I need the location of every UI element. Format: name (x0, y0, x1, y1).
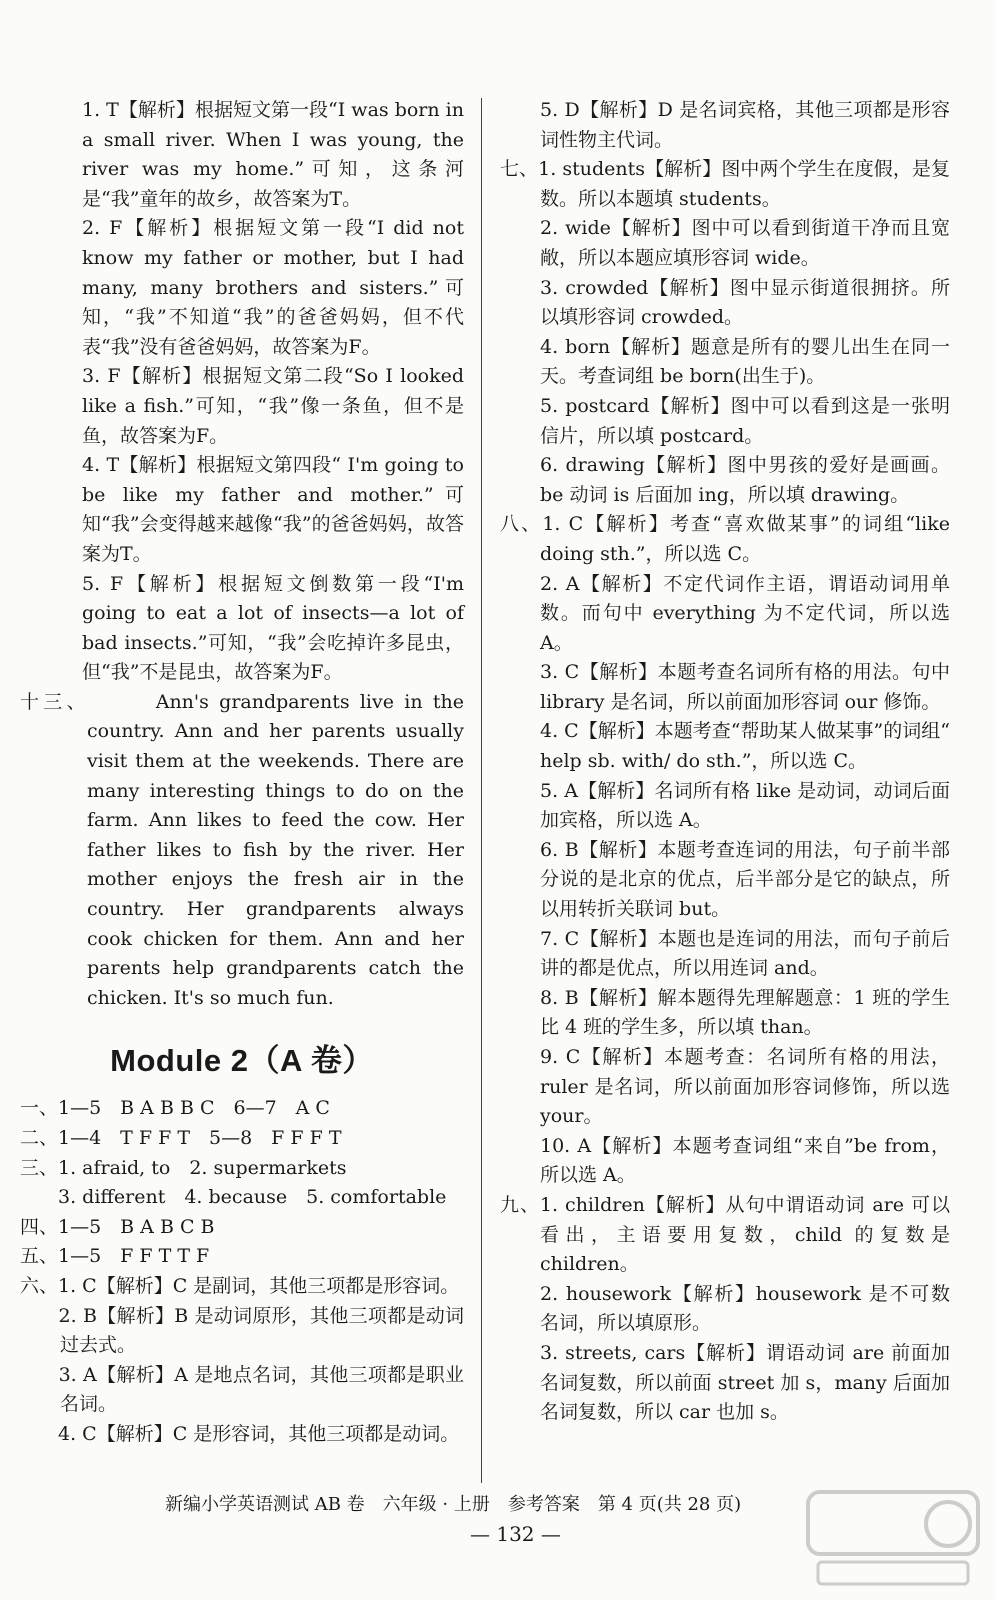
answer-item: 5. D【解析】D 是名词宾格，其他三项都是形容词性物主代词。 (540, 99, 950, 151)
answer-item: 八、1. C【解析】考查“喜欢做某事”的词组“like doing sth.”，所以选 C。 (500, 513, 950, 565)
page-number: — 132 — (470, 1522, 561, 1546)
answer-item: 7. C【解析】本题也是连词的用法，而句子前后讲的都是优点，所以用连词 and。 (540, 927, 950, 980)
footer-book-info: 新编小学英语测试 AB 卷 六年级 · 上册 参考答案 第 4 页(共 28 页) (165, 1494, 742, 1515)
passage-text: Ann's grandparents live in the country. Ann and her parents usually visit them at the weekends. There are many interesting things to do on the farm. Ann likes to feed the cow. Her father likes to fish by the river. Her mother enjoys the fresh air in the country. Her grandparents always cook chicken for them. Ann and her parents help grandparents catch the chicken. It's so much fun. (87, 690, 464, 1009)
answer-text: 4. T【解析】根据短文第四段“ I'm going to be like my father and mother.”可知“我”会变得越来越像“我”的爸爸妈妈，故答案为T。 (82, 454, 464, 565)
passage-section-13 (20, 688, 464, 1014)
answer-item: 2. housework【解析】housework 是不可数名词，所以填原形。 (540, 1282, 950, 1335)
answer-item: 3. C【解析】本题考查名词所有格的用法。句中 library 是名词，所以前面加形容词 our 修饰。 (540, 661, 950, 713)
answer-item: 3. crowded【解析】图中显示街道很拥挤。所以填形容词 crowded。 (540, 276, 950, 329)
answer-item: 10. A【解析】本题考查词组“来自”be from，所以选 A。 (540, 1134, 950, 1187)
section-label: 十三、 (20, 690, 90, 713)
watermark-logo-icon (798, 1482, 988, 1592)
answer-item: 8. B【解析】解本题得先理解题意：1 班的学生比 4 班的学生多，所以填 than。 (540, 986, 950, 1039)
answer-item: 5. A【解析】名词所有格 like 是动词，动词后面加宾格，所以选 A。 (540, 779, 950, 832)
answer-item: 5. postcard【解析】图中可以看到这是一张明信片，所以填 postcard。 (540, 394, 950, 447)
answer-row: 3. different 4. because 5. comfortable (20, 1186, 447, 1209)
answer-item: 6. B【解析】本题考查连词的用法，句子前半部分说的是北京的优点，后半部分是它的缺点，所以用转折关联词 but。 (540, 838, 950, 921)
answer-text: 5. F【解析】根据短文倒数第一段“I'm going to eat a lot of insects—a lot of bad insects.”可知，“我”会吃掉许多昆虫，但“我”不是昆虫，故答案为F。 (82, 572, 464, 684)
answer-item: 九、1. children【解析】从句中谓语动词 are 可以看出，主语要用复数，child 的复数是 children。 (500, 1193, 950, 1276)
answer-item: 2. B【解析】B 是动词原形，其他三项都是动词过去式。 (20, 1304, 464, 1357)
answer-item: 2. wide【解析】图中可以看到街道干净而且宽敞，所以本题应填形容词 wide。 (540, 217, 950, 269)
answer-text: 3. F【解析】根据短文第二段“So I looked like a fish.”可知，“我”像一条鱼，但不是鱼，故答案为F。 (82, 365, 464, 447)
answer-item (20, 570, 464, 688)
answer-item (20, 96, 464, 214)
answer-item: 6. drawing【解析】图中男孩的爱好是画画。be 动词 is 后面加 ing，所以填 drawing。 (540, 454, 950, 506)
answer-item (20, 362, 464, 451)
answer-item: 9. C【解析】本题考查：名词所有格的用法，ruler 是名词，所以前面加形容词修饰，所以选 your。 (540, 1046, 950, 1128)
answer-item: 4. C【解析】C 是形容词，其他三项都是动词。 (20, 1422, 460, 1445)
answer-item: 3. A【解析】A 是地点名词，其他三项都是职业名词。 (20, 1363, 464, 1416)
answer-item: 3. streets, cars【解析】谓语动词 are 前面加名词复数，所以前面 street 加 s，many 后面加名词复数，所以 car 也加 s。 (540, 1341, 950, 1424)
module-title: Module 2（A 卷） (110, 1043, 374, 1079)
answer-row: 五、1—5 F F T T F (20, 1245, 210, 1268)
answer-item: 4. born【解析】题意是所有的婴儿出生在同一天。考查词组 be born(出生于)。 (540, 335, 950, 388)
answer-row: 三、1. afraid, to 2. supermarkets (20, 1156, 347, 1179)
answer-item: 七、1. students【解析】图中两个学生在度假，是复数。所以本题填 students。 (500, 158, 950, 210)
answer-item: 2. A【解析】不定代词作主语，谓语动词用单数。而句中 everything 为不定代词，所以选 A。 (540, 572, 950, 654)
answer-item (20, 451, 464, 569)
answer-list-section-12 (20, 96, 464, 688)
answer-text: 1. T【解析】根据短文第一段“I was born in a small river. When I was young, the river was my home.”可知，这条河是“我”童年的故乡，故答案为T。 (82, 99, 464, 210)
left-column (20, 96, 464, 1450)
answer-item: 4. C【解析】本题考查“帮助某人做某事”的词组“ help sb. with/ do sth.”，所以选 C。 (540, 720, 950, 773)
answer-item: 六、1. C【解析】C 是副词，其他三项都是形容词。 (20, 1274, 460, 1297)
answer-text: 2. F【解析】根据短文第一段“I did not know my father or mother, but I had many, many brothers and sisters.”可知，“我”不知道“我”的爸爸妈妈，但不代表“我”没有爸爸妈妈，故答案为F。 (82, 217, 464, 358)
right-column (500, 96, 950, 1428)
section-6 (20, 1272, 464, 1450)
answer-row: 四、1—5 B A B C B (20, 1215, 215, 1238)
answer-row: 一、1—5 B A B B C 6—7 A C (20, 1097, 330, 1120)
short-answers (20, 1094, 464, 1272)
column-divider (481, 98, 482, 1483)
answer-item (20, 214, 464, 362)
answer-row: 二、1—4 T F F T 5—8 F F F T (20, 1127, 342, 1149)
